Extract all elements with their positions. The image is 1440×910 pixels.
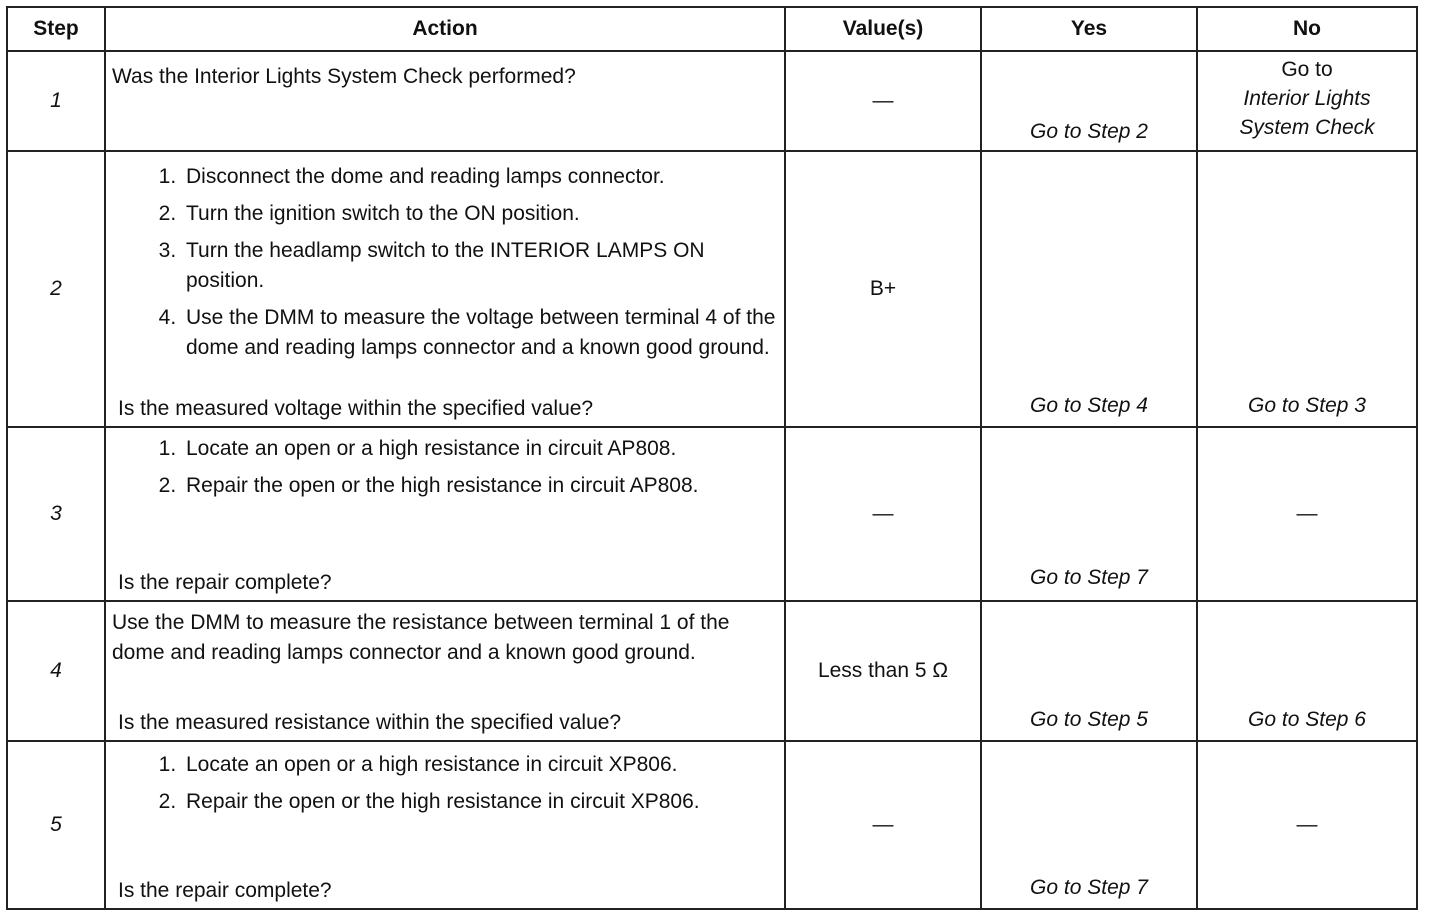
list-item: 2. Turn the ignition switch to the ON position. (182, 199, 776, 229)
action-text: Was the Interior Lights System Check performed? (112, 65, 576, 88)
list-item: 1. Locate an open or a high resistance in circuit XP806. (182, 750, 776, 780)
yes-cell (981, 51, 1197, 151)
header-no: No (1197, 7, 1417, 51)
no-cell (1197, 601, 1417, 741)
diagnostic-table (6, 6, 1418, 910)
yes-cell (981, 741, 1197, 909)
value-cell: Less than 5 Ω (785, 601, 981, 741)
step-number: 5 (7, 741, 105, 909)
value-cell: — (785, 741, 981, 909)
yes-link[interactable]: Go to Step 7 (1030, 566, 1148, 589)
list-item: 1. Locate an open or a high resistance in circuit AP808. (182, 434, 776, 464)
action-steps-list (112, 434, 776, 501)
yes-cell (981, 427, 1197, 601)
yes-link[interactable]: Go to Step 4 (1030, 394, 1148, 417)
table-row-step-4 (7, 601, 1417, 741)
step-number: 1 (7, 51, 105, 151)
no-cell: — (1197, 427, 1417, 601)
action-steps-list (112, 156, 776, 363)
header-values: Value(s) (785, 7, 981, 51)
value-cell: — (785, 51, 981, 151)
list-item: 1. Disconnect the dome and reading lamps connector. (182, 162, 776, 192)
action-text: Use the DMM to measure the resistance between terminal 1 of the dome and reading lamps connector and a known good ground. (112, 611, 730, 664)
no-cell: — (1197, 741, 1417, 909)
list-item: 2. Repair the open or the high resistance in circuit XP806. (182, 787, 776, 817)
table-row-step-5 (7, 741, 1417, 909)
yes-link[interactable]: Go to Step 5 (1030, 708, 1148, 731)
no-link-line-2[interactable]: Interior Lights (1243, 87, 1371, 110)
table-row-step-3 (7, 427, 1417, 601)
question-text: Is the measured voltage within the specified value? (118, 397, 594, 420)
no-link[interactable]: Go to Step 3 (1248, 394, 1366, 417)
no-cell (1197, 151, 1417, 427)
yes-cell (981, 601, 1197, 741)
question-text: Is the measured resistance within the specified value? (118, 711, 622, 734)
action-cell (105, 601, 785, 741)
list-item: 2. Repair the open or the high resistance in circuit AP808. (182, 471, 776, 501)
question-text: Is the repair complete? (118, 571, 332, 594)
action-steps-list (112, 746, 776, 817)
action-cell (105, 151, 785, 427)
action-cell (105, 51, 785, 151)
yes-cell (981, 151, 1197, 427)
question-text: Is the repair complete? (118, 879, 332, 902)
step-number: 2 (7, 151, 105, 427)
list-item: 4. Use the DMM to measure the voltage between terminal 4 of the dome and reading lamps connector and a known good ground. (182, 303, 776, 363)
no-cell (1197, 51, 1417, 151)
no-link-line-3[interactable]: System Check (1239, 116, 1375, 139)
step-number: 3 (7, 427, 105, 601)
no-link[interactable]: Go to Step 6 (1248, 708, 1366, 731)
yes-link[interactable]: Go to Step 7 (1030, 876, 1148, 899)
table-row-step-1 (7, 51, 1417, 151)
diagnostic-table-container (6, 6, 1416, 910)
action-cell (105, 427, 785, 601)
header-step: Step (7, 7, 105, 51)
yes-link[interactable]: Go to Step 2 (1030, 120, 1148, 143)
value-cell: B+ (785, 151, 981, 427)
no-line-1: Go to (1281, 58, 1333, 81)
list-item: 3. Turn the headlamp switch to the INTERIOR LAMPS ON position. (182, 236, 776, 296)
header-yes: Yes (981, 7, 1197, 51)
header-action: Action (105, 7, 785, 51)
value-cell: — (785, 427, 981, 601)
header-row (7, 7, 1417, 51)
step-number: 4 (7, 601, 105, 741)
action-cell (105, 741, 785, 909)
table-row-step-2 (7, 151, 1417, 427)
